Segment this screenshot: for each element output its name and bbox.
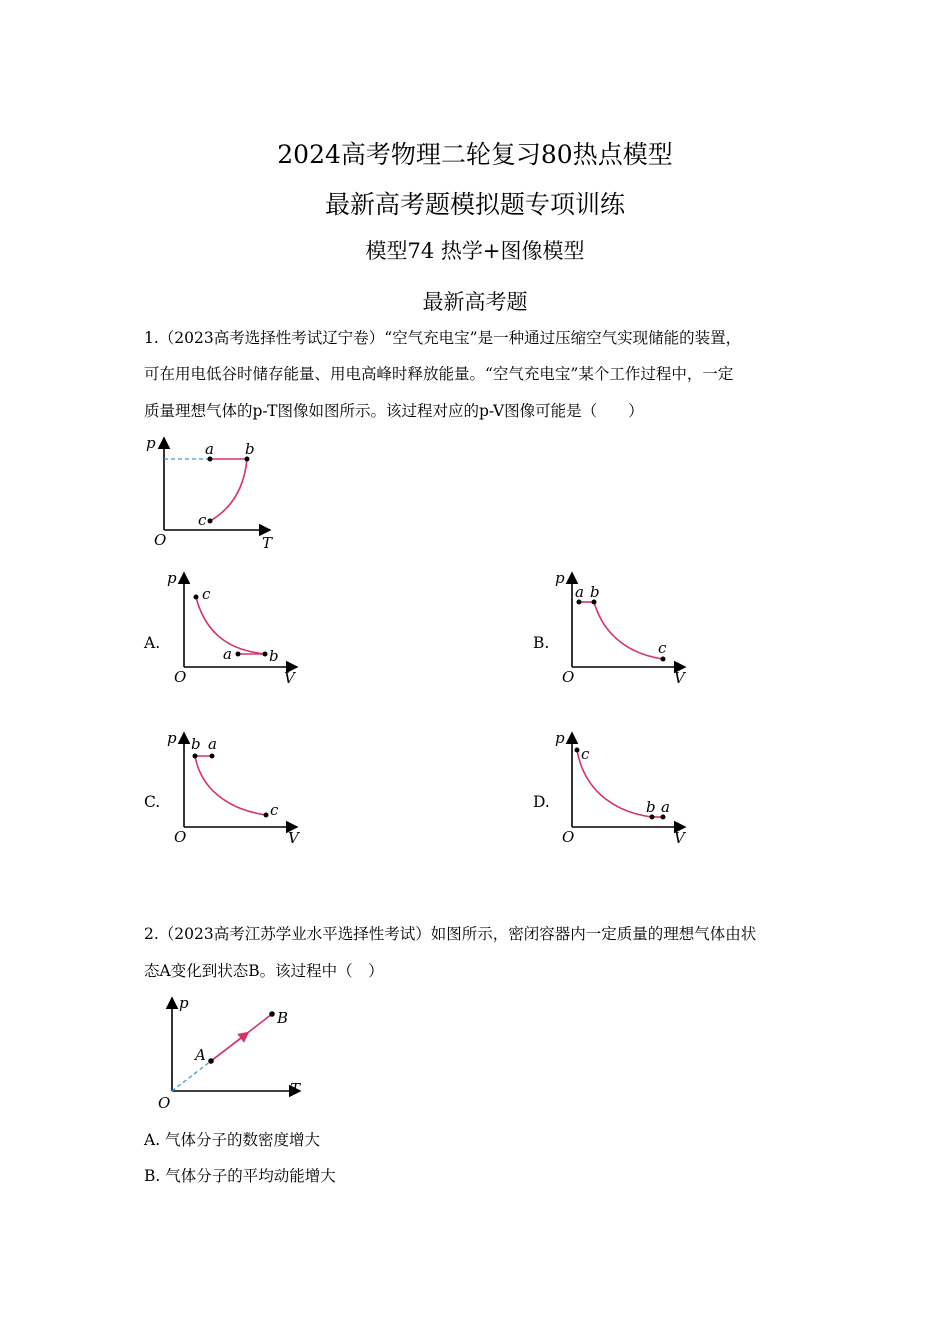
origin-label: O	[154, 531, 167, 549]
point-label: b	[269, 647, 279, 665]
axis-p-label: p	[555, 569, 565, 587]
axis-t-label: T	[262, 534, 273, 552]
point-label: b	[191, 735, 201, 753]
q1-line-3: 质量理想气体的p-T图像如图所示。该过程对应的p-V图像可能是（ ）	[144, 402, 644, 420]
point-b-label: b	[245, 440, 255, 458]
point-label: c	[581, 745, 590, 763]
title-line-2: 最新高考题模拟题专项训练	[324, 190, 625, 219]
q2-line-2: 态A变化到状态B。该过程中（ ）	[144, 962, 384, 980]
axis-p-label: p	[146, 434, 156, 452]
point-b-label: B	[277, 1009, 289, 1027]
q2-line-1: 2.（2023高考江苏学业水平选择性考试）如图所示，密闭容器内一定质量的理想气体由状	[144, 925, 757, 943]
origin-label: O	[174, 828, 187, 846]
option-a-label[interactable]: A.	[144, 634, 161, 652]
q2-option-a[interactable]: A. 气体分子的数密度增大	[144, 1131, 321, 1149]
origin-label: O	[562, 828, 575, 846]
section-heading: 最新高考题	[422, 290, 528, 314]
axis-t-label: T	[290, 1080, 301, 1098]
axis-v-label: V	[288, 829, 299, 847]
axis-v-label: V	[674, 669, 685, 687]
title-line-1: 2024高考物理二轮复习80热点模型	[277, 140, 673, 169]
axis-v-label: V	[674, 829, 685, 847]
axis-p-label: p	[167, 569, 177, 587]
q1-line-1: 1.（2023高考选择性考试辽宁卷）“空气充电宝”是一种通过压缩空气实现储能的装置，	[144, 329, 742, 347]
option-d-label[interactable]: D.	[533, 793, 550, 811]
axis-p-label: p	[555, 729, 565, 747]
point-label: c	[202, 585, 211, 603]
option-c-label[interactable]: C.	[144, 793, 161, 811]
q2-option-b[interactable]: B. 气体分子的平均动能增大	[144, 1167, 336, 1185]
q1-pt-figure	[140, 430, 290, 555]
point-a-label: A	[195, 1046, 206, 1064]
point-label: c	[658, 639, 667, 657]
q2-pt-figure	[150, 990, 320, 1115]
axis-v-label: V	[284, 669, 295, 687]
origin-label: O	[174, 668, 187, 686]
point-label: c	[270, 801, 279, 819]
option-a-figure	[162, 565, 312, 690]
origin-label: O	[158, 1094, 171, 1112]
axis-p-label: p	[179, 994, 189, 1012]
title-line-3: 模型74 热学+图像模型	[365, 239, 585, 263]
point-label: a	[661, 798, 670, 816]
point-label: a	[208, 735, 217, 753]
point-label: b	[590, 583, 600, 601]
option-c-figure	[162, 725, 312, 850]
point-label: a	[575, 583, 584, 601]
point-label: b	[646, 798, 656, 816]
option-b-label[interactable]: B.	[533, 634, 550, 652]
point-label: a	[223, 645, 232, 663]
q1-line-2: 可在用电低谷时储存能量、用电高峰时释放能量。“空气充电宝”某个工作过程中，一定	[144, 365, 734, 383]
point-a-label: a	[205, 440, 214, 458]
option-d-figure	[550, 725, 700, 850]
option-b-figure	[550, 565, 700, 690]
origin-label: O	[562, 668, 575, 686]
point-c-label: c	[198, 511, 207, 529]
axis-p-label: p	[167, 729, 177, 747]
